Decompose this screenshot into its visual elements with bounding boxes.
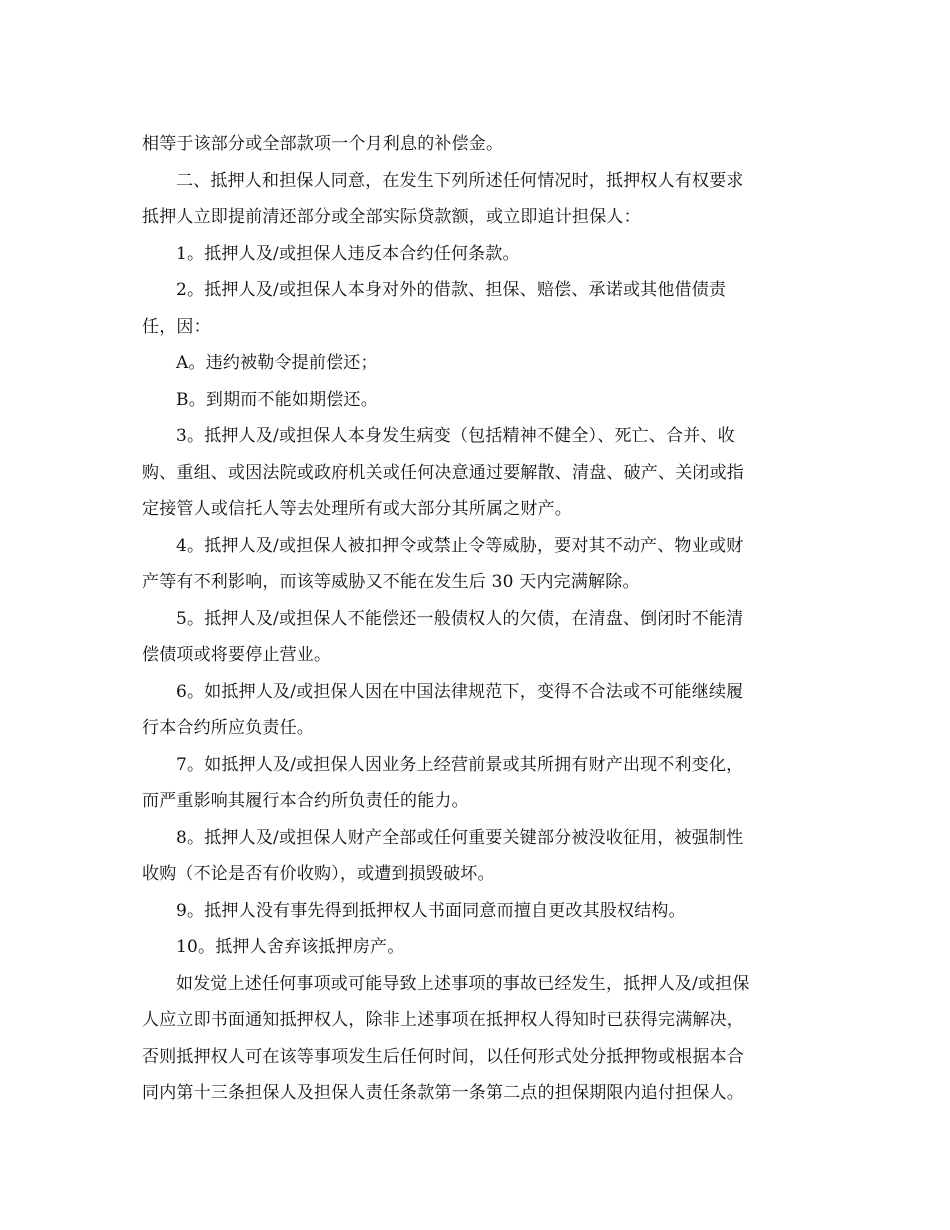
text-line: 5。抵押人及/或担保人不能偿还一般债权人的欠债，在清盘、倒闭时不能清 bbox=[176, 608, 744, 629]
text-line: 2。抵押人及/或担保人本身对外的借款、担保、赔偿、承诺或其他借债责 bbox=[176, 280, 727, 300]
text-line: 否则抵押权人可在该等事项发生后任何时间，以任何形式处分抵押物或根据本合 bbox=[142, 1046, 744, 1067]
document-body bbox=[142, 126, 807, 1112]
text-line: 9。抵押人没有事先得到抵押权人书面同意而擅自更改其股权结构。 bbox=[176, 900, 686, 921]
text-line: 而严重影响其履行本合约所负责任的能力。 bbox=[142, 791, 469, 811]
text-line: 3。抵押人及/或担保人本身发生病变（包括精神不健全）、死亡、合并、收 bbox=[176, 426, 735, 446]
text-line: 相等于该部分或全部款项一个月利息的补偿金。 bbox=[142, 134, 504, 154]
text-line: B。到期而不能如期偿还。 bbox=[176, 389, 378, 410]
text-line: 同内第十三条担保人及担保人责任条款第一条第二点的担保期限内追付担保人。 bbox=[142, 1083, 744, 1103]
text-line: A。违约被勒令提前偿还； bbox=[176, 353, 378, 373]
text-line: 购、重组、或因法院或政府机关或任何决意通过要解散、清盘、破产、关闭或指 bbox=[142, 462, 744, 483]
text-line: 10。抵押人舍弃该抵押房产。 bbox=[176, 937, 405, 957]
text-line: 人应立即书面通知抵押权人，除非上述事项在抵押权人得知时已获得完满解决， bbox=[142, 1010, 744, 1030]
text-line: 如发觉上述任何事项或可能导致上述事项的事故已经发生，抵押人及/或担保 bbox=[176, 973, 750, 994]
text-line: 4。抵押人及/或担保人被扣押令或禁止令等威胁，要对其不动产、物业或财 bbox=[176, 535, 744, 556]
text-line: 收购（不论是否有价收购），或遭到损毁破坏。 bbox=[142, 864, 495, 884]
text-line: 1。抵押人及/或担保人违反本合约任何条款。 bbox=[176, 243, 520, 264]
text-line: 任，因： bbox=[142, 316, 211, 337]
text-line: 抵押人立即提前清还部分或全部实际贷款额，或立即追计担保人： bbox=[142, 207, 641, 227]
text-line: 6。如抵押人及/或担保人因在中国法律规范下，变得不合法或不可能继续履 bbox=[176, 681, 744, 702]
text-line: 8。抵押人及/或担保人财产全部或任何重要关键部分被没收征用，被强制性 bbox=[176, 827, 744, 848]
text-line: 行本合约所应负责任。 bbox=[142, 718, 314, 738]
text-line: 定接管人或信托人等去处理所有或大部分其所属之财产。 bbox=[142, 499, 572, 519]
text-line: 产等有不利影响，而该等威胁又不能在发生后 30 天内完满解除。 bbox=[142, 572, 640, 592]
text-line: 7。如抵押人及/或担保人因业务上经营前景或其所拥有财产出现不利变化， bbox=[176, 754, 744, 775]
text-line: 二、抵押人和担保人同意，在发生下列所述任何情况时，抵押权人有权要求 bbox=[176, 170, 744, 191]
text-line: 偿债项或将要停止营业。 bbox=[142, 645, 332, 665]
